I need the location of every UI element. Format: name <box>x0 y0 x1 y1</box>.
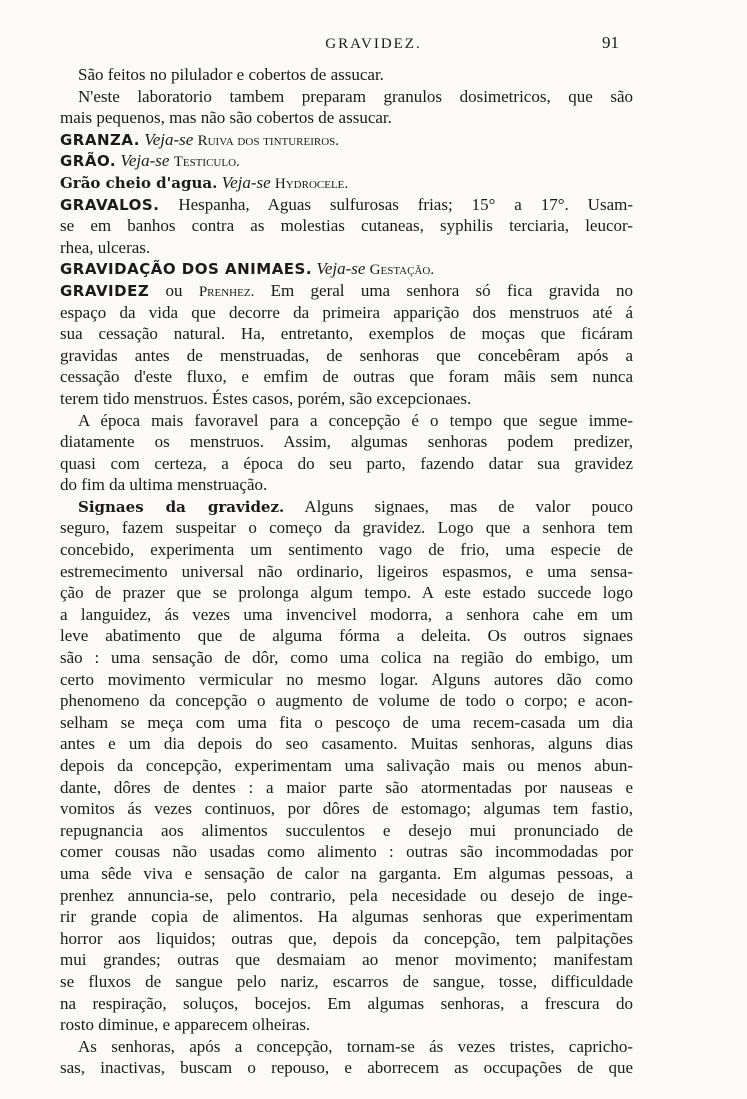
text-line: As senhoras, após a concepção, tornam-se ás vezes tristes, capricho- <box>78 1036 633 1056</box>
text-line: vomitos ás vezes continuos, por dôres de estomago; algumas tem fastio, <box>60 799 633 819</box>
text-line: selham se meça com uma fita o pescoço de uma recem-casada um dia <box>60 712 633 732</box>
text-line: estremecimento universal não ordinario, ligeiros espasmos, e uma sensa- <box>60 561 633 581</box>
text-line: dante, dôres de dentes : a maior parte são atormentadas por nauseas e <box>60 777 633 797</box>
headword: GRAVALOS. <box>60 195 160 214</box>
entry-signaes <box>60 496 633 518</box>
headword: GRAVIDAÇÃO DOS ANIMAES. <box>60 260 313 279</box>
cross-ref-label: Veja-se <box>316 259 366 279</box>
entry-conjunction: ou <box>165 280 183 300</box>
text-line: terem tido menstruos. Éstes casos, porém, são excepcionaes. <box>60 388 472 408</box>
text-line: ção de prazer que se prolonga algum tempo. A este estado succede logo <box>60 583 633 603</box>
entry-grao <box>60 150 633 172</box>
text-line: certo movimento vermicular no mesmo logar. Alguns autores dão como <box>60 669 633 689</box>
headword: Grão cheio d'agua. <box>60 173 218 192</box>
entry-text: Hespanha, Aguas sulfurosas frias; 15° a 17°. Usam- <box>178 194 633 214</box>
text-line: phenomeno da concepção o augmento de volume de todo o corpo; e acon- <box>60 691 633 711</box>
cross-ref-target: Hydrocele. <box>274 175 349 192</box>
entry-alt-term: Prenhez. <box>198 283 255 300</box>
text-line: A época mais favoravel para a concepção é o tempo que segue imme- <box>78 410 633 430</box>
headword: GRANZA. <box>60 130 140 149</box>
text-line: do fim da ultima menstruação. <box>60 475 268 495</box>
text-line: repugnancia aos alimentos succulentos e desejo mui pronunciado de <box>60 820 633 840</box>
entry-gravalos <box>60 194 633 216</box>
text-line: são : uma sensação de dôr, como uma colica na região do embigo, um <box>60 648 633 668</box>
text-line: diatamente os menstruos. Assim, algumas senhoras podem predizer, <box>60 432 633 452</box>
headword: GRÃO. <box>60 152 117 171</box>
text-line: mais pequenos, mas não são cobertos de assucar. <box>60 108 392 128</box>
text-line: sua cessação natural. Ha, entretanto, exemplos de moças que ficáram <box>60 324 633 344</box>
text-line: N'este laboratorio tambem preparam granulos dosimetricos, que são <box>78 86 633 106</box>
cross-ref-label: Veja-se <box>120 151 170 171</box>
text-line: a languidez, ás vezes uma invencivel modorra, a senhora cahe em um <box>60 604 633 624</box>
text-line: rhea, ulceras. <box>60 237 151 257</box>
headword: GRAVIDEZ <box>60 281 150 300</box>
text-line: seguro, fazem suspeitar o começo da gravidez. Logo que a senhora tem <box>60 518 633 538</box>
cross-ref-target: Ruiva dos tintureiros. <box>197 132 340 149</box>
page-number: 91 <box>602 33 619 52</box>
text-line: na respiração, soluços, bocejos. Em algumas senhoras, a frescura do <box>60 993 633 1013</box>
cross-ref-label: Veja-se <box>144 129 194 149</box>
text-line: concebido, experimenta um sentimento vago de frio, uma especie de <box>60 540 633 560</box>
text-line: rir grande copia de alimentos. Ha algumas senhoras que experimentam <box>60 907 633 927</box>
text-line: antes e um dia depois do seo casamento. Muitas senhoras, alguns dias <box>60 734 633 754</box>
body-text <box>60 64 633 1079</box>
entry-grao-cheio <box>60 172 633 194</box>
text-line: prenhez annuncia-se, pelo contrario, pela necesidade ou desejo de inge- <box>60 885 633 905</box>
entry-granza <box>60 129 633 151</box>
text-line: mui grandes; outras que desmaiam ao menor movimento; manifestam <box>60 950 633 970</box>
cross-ref-label: Veja-se <box>221 172 271 192</box>
entry-text: Alguns signaes, mas de valor pouco <box>304 496 633 516</box>
cross-ref-target: Gestação. <box>369 262 435 279</box>
entry-gravidez <box>60 280 633 302</box>
cross-ref-target: Testiculo. <box>173 154 240 171</box>
text-line: uma sêde viva e sensação de calor na garganta. Em algumas pessoas, a <box>60 863 633 883</box>
text-line: se fluxos de sangue pelo nariz, escarros de sangue, tosse, difficuldade <box>60 971 633 991</box>
running-head: GRAVIDEZ. <box>325 36 422 52</box>
text-line: gravidas antes de menstruadas, de senhoras que concebêram após a <box>60 345 633 365</box>
text-line: comer cousas não usadas como alimento : outras são incommodadas por <box>60 842 633 862</box>
entry-gravidacao <box>60 258 633 280</box>
text-line: horror aos liquidos; outras que, depois da concepção, tem palpitações <box>60 928 633 948</box>
text-line: São feitos no pilulador e cobertos de assucar. <box>78 65 384 84</box>
text-line: se em banhos contra as molestias cutaneas, syphilis terciaria, leucor- <box>60 216 633 236</box>
entry-text: Em geral uma senhora só fica gravida no <box>270 280 633 300</box>
text-line: rosto diminue, e apparecem olheiras. <box>60 1015 311 1035</box>
text-line: cessação d'este fluxo, e emfim de outras que foram mãis sem nunca <box>60 367 633 387</box>
text-line: depois da concepção, experimentam uma salivação mais ou menos abun- <box>60 756 633 775</box>
text-line: quasi com certeza, a época do seu parto, fazendo datar sua gravidez <box>60 453 633 473</box>
text-line: leve abatimento que de alguma fórma a deleita. Os outros signaes <box>60 626 633 646</box>
text-line: espaço da vida que decorre da primeira apparição dos menstruos até á <box>60 302 633 322</box>
headword: Signaes da gravidez. <box>78 497 285 516</box>
text-line: sas, inactivas, buscam o repouso, e aborrecem as occupações de que <box>60 1058 633 1078</box>
